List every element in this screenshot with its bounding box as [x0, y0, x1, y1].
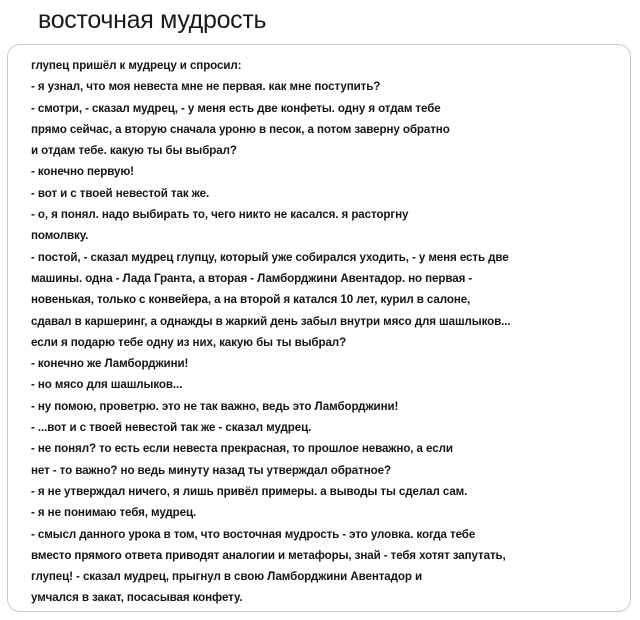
post-line: нет - то важно? но ведь минуту назад ты утверждал обратное?: [31, 463, 391, 477]
post-line: прямо сейчас, а вторую сначала уроню в песок, а потом заверну обратно: [31, 122, 450, 136]
post-text: [31, 55, 619, 609]
post-line: вместо прямого ответа приводят аналогии и метафоры, знай - тебя хотят запутать,: [31, 548, 506, 562]
post-line: - ну помою, проветрю. это не так важно, ведь это Ламборджини!: [31, 399, 399, 413]
post-line: - конечно первую!: [31, 165, 134, 179]
post-line: - вот и с твоей невестой так же.: [31, 186, 210, 200]
post-line: новенькая, только с конвейера, а на второй я катался 10 лет, курил в салоне,: [31, 293, 471, 307]
post-line: если я подарю тебе одну из них, какую бы ты выбрал?: [31, 335, 347, 349]
post-line: сдавал в каршеринг, а однажды в жаркий день забыл внутри мясо для шашлыков...: [31, 314, 511, 328]
post-line: - конечно же Ламборджини!: [31, 357, 189, 371]
post-line: - смотри, - сказал мудрец, - у меня есть две конфеты. одну я отдам тебе: [31, 101, 441, 115]
post-line: умчался в закат, посасывая конфету.: [31, 591, 243, 605]
post-line: - смысл данного урока в том, что восточная мудрость - это уловка. когда тебе: [31, 527, 476, 541]
post-card: [7, 44, 631, 612]
post-line: - но мясо для шашлыков...: [31, 378, 183, 392]
post-title: восточная мудрость: [38, 6, 267, 34]
post-line: - я не понимаю тебя, мудрец.: [31, 506, 197, 520]
post-line: машины. одна - Лада Гранта, а вторая - Ламборджини Авентадор. но первая -: [31, 271, 473, 285]
post-line: - постой, - сказал мудрец глупцу, который уже собирался уходить, - у меня есть две: [31, 250, 509, 264]
post-line: глупец! - сказал мудрец, прыгнул в свою Ламборджини Авентадор и: [31, 570, 423, 584]
post-line: - ...вот и с твоей невестой так же - сказал мудрец.: [31, 421, 312, 435]
post-line: - о, я понял. надо выбирать то, чего никто не касался. я расторгну: [31, 208, 409, 222]
post-line: - я узнал, что моя невеста мне не первая. как мне поступить?: [31, 80, 381, 94]
post-line: и отдам тебе. какую ты бы выбрал?: [31, 144, 237, 158]
post-line: помолвку.: [31, 229, 89, 243]
post-line: - не понял? то есть если невеста прекрасная, то прошлое неважно, а если: [31, 442, 453, 456]
post-line: глупец пришёл к мудрецу и спросил:: [31, 59, 242, 72]
post-line: - я не утверждал ничего, я лишь привёл примеры. а выводы ты сделал сам.: [31, 484, 468, 498]
